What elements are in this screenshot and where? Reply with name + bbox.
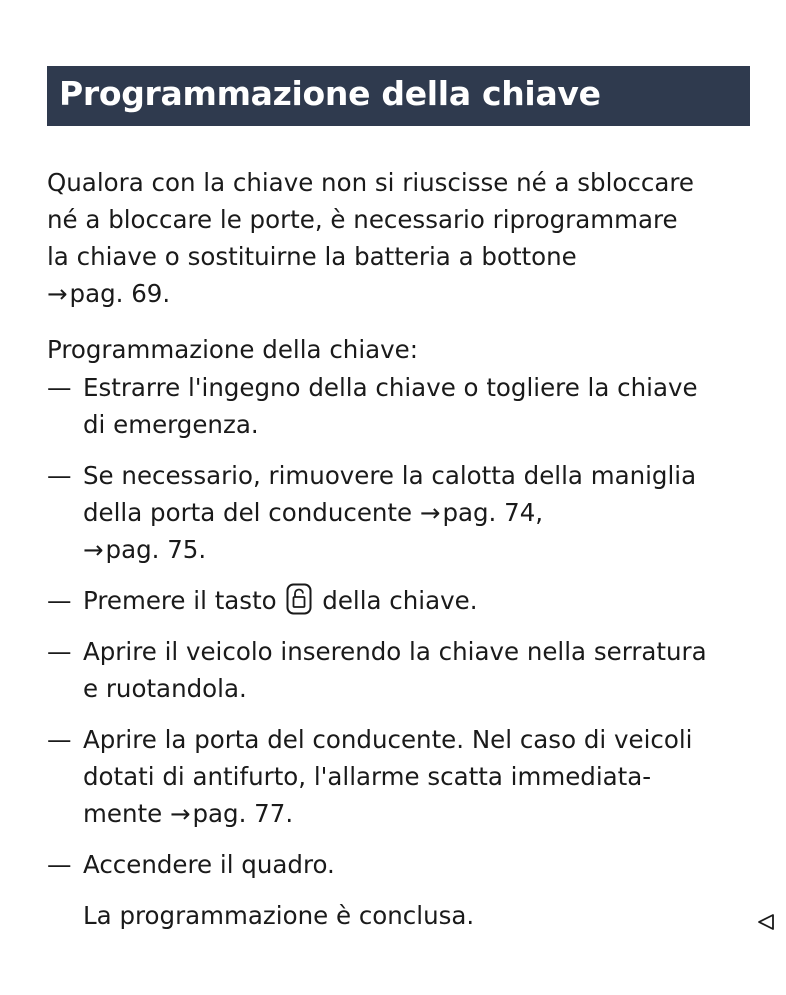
dash-bullet: — <box>47 461 72 490</box>
step-line: dotati di antifurto, l'allarme scatta immediata- <box>83 762 652 791</box>
arrow-right-icon: → <box>47 279 68 308</box>
step-text: Premere il tasto <box>83 586 277 615</box>
intro-line: la chiave o sostituirne la batteria a bottone <box>47 242 577 271</box>
step-line: e ruotandola. <box>83 674 247 703</box>
step-line <box>83 494 757 531</box>
page-reference-link[interactable]: pag. 74, <box>442 498 544 527</box>
dash-bullet: — <box>47 586 72 615</box>
section-end-triangle-icon <box>756 912 776 932</box>
unlock-button-icon <box>286 583 312 615</box>
arrow-right-icon: → <box>83 535 104 564</box>
section-title: Programmazione della chiave <box>59 74 601 113</box>
step-line <box>83 795 757 832</box>
list-item <box>47 457 757 568</box>
document-body <box>47 164 757 934</box>
dash-bullet: — <box>47 373 72 402</box>
page-reference-link[interactable]: pag. 77. <box>192 799 294 828</box>
intro-paragraph <box>47 164 757 312</box>
step-line: di emergenza. <box>83 410 259 439</box>
step-line: Estrarre l'ingegno della chiave o togliere la chiave <box>83 373 698 402</box>
list-item <box>47 721 757 832</box>
page-reference-link[interactable]: pag. 69. <box>69 279 171 308</box>
intro-line: Qualora con la chiave non si riuscisse né a sbloccare <box>47 168 694 197</box>
step-line <box>83 531 757 568</box>
arrow-right-icon: → <box>419 498 441 527</box>
step-line: Aprire il veicolo inserendo la chiave nella serratura <box>83 637 707 666</box>
intro-reference <box>47 275 757 312</box>
list-item <box>47 846 757 883</box>
step-text: della porta del conducente <box>83 498 413 527</box>
list-item <box>47 582 757 619</box>
dash-bullet: — <box>47 850 72 879</box>
list-item <box>47 633 757 707</box>
list-item <box>47 369 757 443</box>
steps-title: Programmazione della chiave: <box>47 335 418 364</box>
conclusion-text: La programmazione è conclusa. <box>83 901 475 930</box>
step-line: Aprire la porta del conducente. Nel caso di veicoli <box>83 725 693 754</box>
dash-bullet: — <box>47 725 72 754</box>
step-text: mente <box>83 799 163 828</box>
step-text: della chiave. <box>322 586 478 615</box>
intro-line: né a bloccare le porte, è necessario riprogrammare <box>47 205 678 234</box>
arrow-right-icon: → <box>169 799 191 828</box>
page-reference-link[interactable]: pag. 75. <box>105 535 207 564</box>
step-line: Se necessario, rimuovere la calotta della maniglia <box>83 461 697 490</box>
section-header <box>47 66 750 126</box>
dash-bullet: — <box>47 637 72 666</box>
step-line: Accendere il quadro. <box>83 850 335 879</box>
step-line <box>83 582 757 619</box>
